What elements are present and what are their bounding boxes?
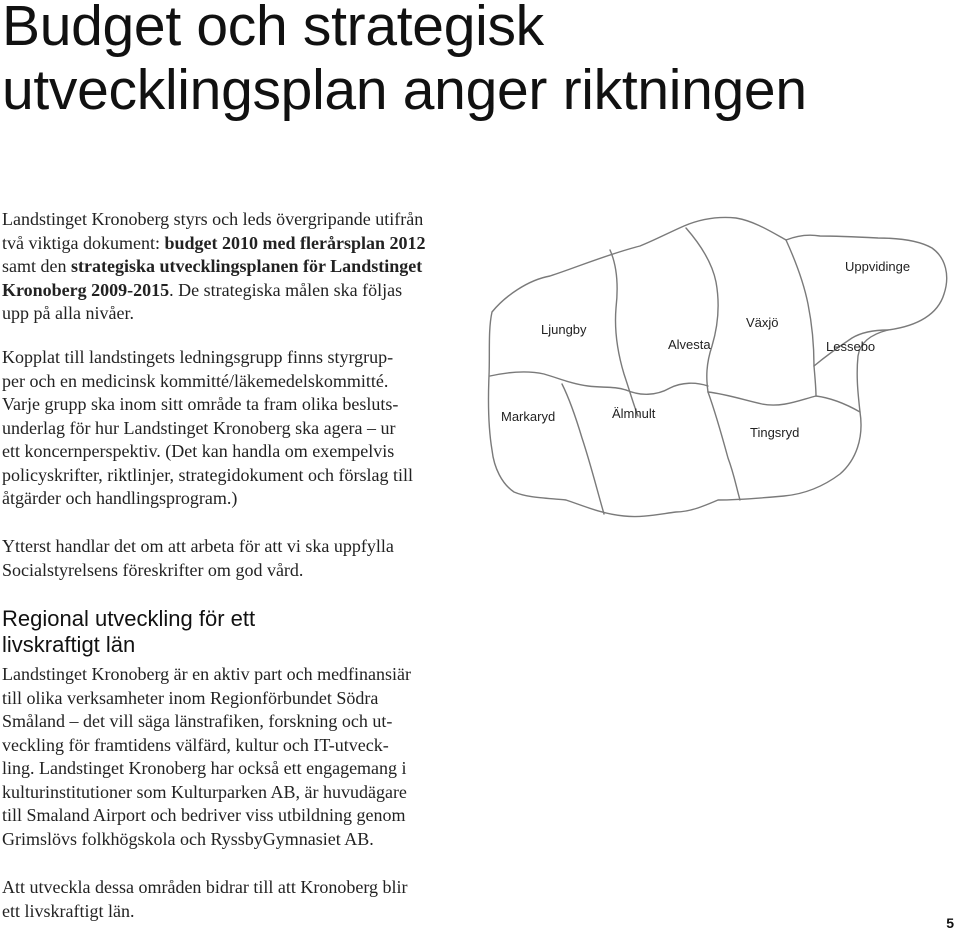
section-heading-line-1: Regional utveckling för ett bbox=[2, 606, 256, 631]
goal-paragraph bbox=[2, 535, 462, 582]
committee-line: Kopplat till landstingets ledningsgrupp finns styrgrup- bbox=[2, 347, 394, 367]
regional-paragraph bbox=[2, 663, 442, 851]
strategy-emphasis: strategiska utvecklingsplanen för Landstinget bbox=[71, 256, 423, 276]
regional-line: kulturinstitutioner som Kulturparken AB, är huvudägare bbox=[2, 781, 407, 802]
page-title-line-2: utvecklingsplan anger riktningen bbox=[2, 58, 807, 122]
committee-line: ett koncernperspektiv. (Det kan handla om exempelvis bbox=[2, 441, 395, 461]
regional-line: Grimslövs folkhögskola och RyssbyGymnasiet AB. bbox=[2, 828, 374, 849]
border-vaxjo-tingsryd bbox=[708, 392, 816, 405]
border-vaxjo-lessebo bbox=[814, 366, 816, 396]
map-label-ljungby: Ljungby bbox=[541, 322, 587, 337]
border-markaryd-almhult bbox=[562, 384, 604, 514]
goal-line: Socialstyrelsens föreskrifter om god vård. bbox=[2, 559, 304, 580]
regional-line: ling. Landstinget Kronoberg har också ett engagemang i bbox=[2, 758, 407, 778]
intro-line: Kronoberg 2009-2015. De strategiska målen ska följas bbox=[2, 279, 403, 300]
intro-line: två viktiga dokument: budget 2010 med flerårsplan 2012 bbox=[2, 232, 426, 253]
committee-line: per och en medicinsk kommitté/läkemedelskommitté. bbox=[2, 370, 389, 391]
map-label-tingsryd: Tingsryd bbox=[750, 425, 800, 440]
committee-line: underlag för hur Landstinget Kronoberg ska agera – ur bbox=[2, 417, 396, 438]
committee-line: Varje grupp ska inom sitt område ta fram olika besluts- bbox=[2, 394, 399, 414]
map-label-markaryd: Markaryd bbox=[501, 409, 556, 424]
regional-line: veckling för framtidens välfärd, kultur och IT-utveck- bbox=[2, 734, 389, 755]
closing-line: ett livskraftigt län. bbox=[2, 900, 135, 921]
border-vaxjo-uppvidinge bbox=[786, 240, 814, 366]
section-heading-line-2: livskraftigt län bbox=[2, 632, 136, 657]
closing-line: Att utveckla dessa områden bidrar till att Kronoberg blir bbox=[2, 877, 408, 897]
regional-line: Landstinget Kronoberg är en aktiv part och medfinansiär bbox=[2, 664, 412, 684]
intro-line: Landstinget Kronoberg styrs och leds övergripande utifrån bbox=[2, 209, 424, 229]
intro-line: upp på alla nivåer. bbox=[2, 303, 134, 323]
strategy-period-emphasis: Kronoberg 2009-2015 bbox=[2, 279, 170, 300]
intro-line: samt den strategiska utvecklingsplanen för Landstinget bbox=[2, 256, 423, 276]
budget-emphasis: budget 2010 med flerårsplan 2012 bbox=[164, 232, 426, 253]
map-label-alvesta: Alvesta bbox=[668, 337, 711, 352]
intro-paragraph bbox=[2, 208, 452, 326]
map-label-almhult: Älmhult bbox=[612, 406, 656, 421]
committee-line: policyskrifter, riktlinjer, strategidokument och förslag till bbox=[2, 464, 413, 485]
page-number: 5 bbox=[946, 915, 954, 931]
committee-line: åtgärder och handlingsprogram.) bbox=[2, 488, 238, 508]
kronoberg-municipality-map bbox=[478, 195, 960, 527]
border-almhult-tingsryd bbox=[708, 392, 740, 500]
closing-paragraph bbox=[2, 876, 442, 923]
border-lessebo-tingsryd bbox=[816, 396, 860, 412]
map-label-vaxjo: Växjö bbox=[746, 315, 779, 330]
border-alvesta-vaxjo bbox=[686, 228, 718, 392]
section-heading-regional bbox=[2, 606, 255, 658]
goal-line: Ytterst handlar det om att arbeta för att vi ska uppfylla bbox=[2, 536, 394, 556]
committee-paragraph bbox=[2, 346, 452, 511]
regional-line: till olika verksamheter inom Regionförbundet Södra bbox=[2, 687, 379, 708]
border-ljungby-almhult-alvesta bbox=[610, 250, 638, 416]
page-title bbox=[2, 0, 807, 122]
map-label-uppvidinge: Uppvidinge bbox=[845, 259, 911, 274]
border-alvesta-almhult bbox=[626, 383, 708, 394]
map-label-lessebo: Lessebo bbox=[826, 339, 876, 354]
regional-line: Småland – det vill säga länstrafiken, forskning och ut- bbox=[2, 711, 393, 731]
regional-line: till Smaland Airport och bedriver viss utbildning genom bbox=[2, 805, 406, 825]
border-ljungby-markaryd bbox=[490, 372, 626, 390]
page-title-line-1: Budget och strategisk bbox=[2, 0, 544, 58]
